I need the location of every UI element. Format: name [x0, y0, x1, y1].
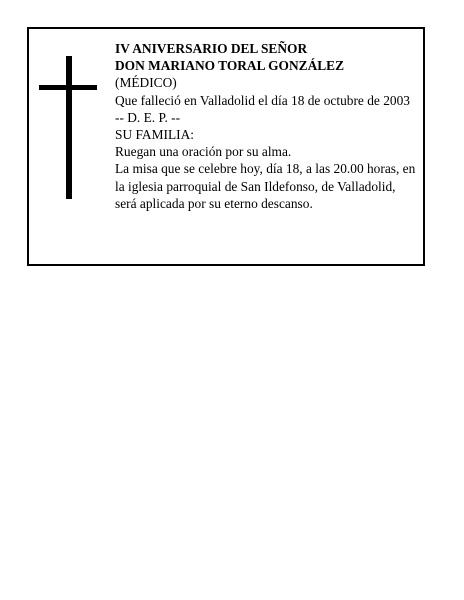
- title-line-1: IV ANIVERSARIO DEL SEÑOR: [115, 41, 308, 56]
- profession: (MÉDICO): [115, 75, 177, 91]
- family-heading: SU FAMILIA:: [115, 127, 194, 143]
- title-line-2: DON MARIANO TORAL GONZÁLEZ: [115, 58, 345, 74]
- notice-text: [115, 40, 423, 212]
- mass-line-3: será aplicada por su eterno descanso.: [115, 195, 313, 211]
- mass-line-1: La misa que se celebre hoy, día 18, a las 20.00 horas, en: [115, 161, 416, 177]
- cross-vertical-bar: [66, 56, 72, 199]
- death-info: Que falleció en Valladolid el día 18 de octubre de 2003: [115, 92, 410, 108]
- cross-horizontal-bar: [39, 85, 97, 90]
- mass-line-2: la iglesia parroquial de San Ildefonso, de Valladolid,: [115, 178, 396, 194]
- prayer-request: Ruegan una oración por su alma.: [115, 144, 292, 160]
- rip-line: -- D. E. P. --: [115, 109, 181, 125]
- obituary-notice: [27, 27, 425, 266]
